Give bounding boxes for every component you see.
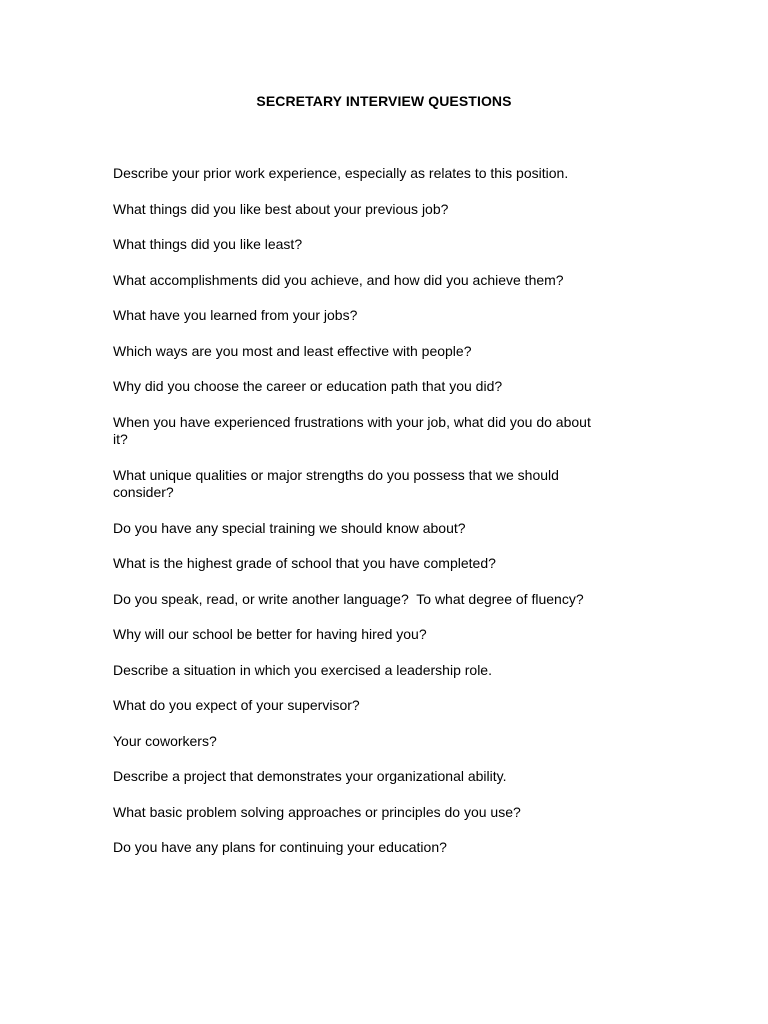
question-item: Describe a project that demonstrates your organizational ability. bbox=[113, 768, 507, 784]
question-item: Your coworkers? bbox=[113, 732, 217, 749]
question-item: Which ways are you most and least effective with people? bbox=[113, 342, 472, 359]
question-item: Why will our school be better for having hired you? bbox=[113, 626, 427, 642]
question-item: Describe a situation in which you exercised a leadership role. bbox=[113, 661, 492, 678]
question-list bbox=[113, 165, 603, 875]
question-item: What basic problem solving approaches or principles do you use? bbox=[113, 803, 521, 820]
question-item: What unique qualities or major strengths do you possess that we should consider? bbox=[113, 466, 563, 500]
question-item: Why did you choose the career or education path that you did? bbox=[113, 378, 503, 394]
document-title: SECRETARY INTERVIEW QUESTIONS bbox=[256, 93, 512, 109]
question-item: Do you have any special training we should know about? bbox=[113, 519, 466, 536]
question-item: What is the highest grade of school that you have completed? bbox=[113, 555, 496, 571]
question-item: What things did you like best about your previous job? bbox=[113, 200, 449, 217]
question-item: When you have experienced frustrations with your job, what did you do about it? bbox=[113, 413, 595, 447]
question-item: Describe your prior work experience, especially as relates to this position. bbox=[113, 165, 569, 181]
question-item: What do you expect of your supervisor? bbox=[113, 697, 360, 713]
question-item: Do you have any plans for continuing your education? bbox=[113, 839, 447, 855]
question-item: Do you speak, read, or write another language? To what degree of fluency? bbox=[113, 590, 584, 607]
question-item: What have you learned from your jobs? bbox=[113, 307, 358, 323]
question-item: What accomplishments did you achieve, and how did you achieve them? bbox=[113, 271, 564, 288]
question-item: What things did you like least? bbox=[113, 236, 303, 252]
